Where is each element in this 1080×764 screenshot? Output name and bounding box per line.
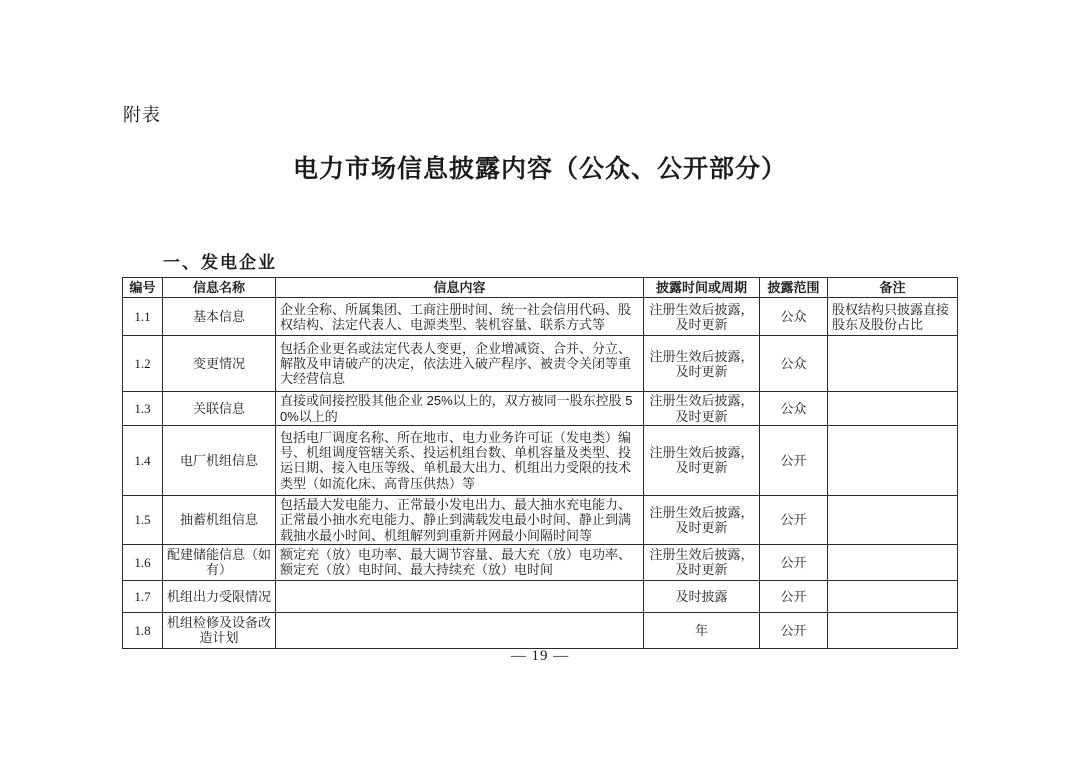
cell-period: 年: [644, 612, 760, 648]
cell-scope: 公开: [760, 612, 828, 648]
cell-period: 注册生效后披露，及时更新: [644, 495, 760, 544]
page-number: — 19 —: [510, 648, 570, 664]
cell-name: 关联信息: [163, 392, 276, 426]
cell-name: 机组检修及设备改造计划: [163, 612, 276, 648]
cell-content: 包括企业更名或法定代表人变更，企业增减资、合并、分立、解散及申请破产的决定，依法进入破产程序、被责令关闭等重大经营信息: [276, 336, 644, 392]
cell-period: 注册生效后披露，及时更新: [644, 544, 760, 580]
disclosure-table: [122, 277, 958, 649]
cell-scope: 公众: [760, 298, 828, 336]
cell-scope: 公众: [760, 336, 828, 392]
cell-name: 配建储能信息（如有）: [163, 544, 276, 580]
cell-scope: 公开: [760, 544, 828, 580]
cell-remark: [828, 612, 958, 648]
cell-remark: [828, 544, 958, 580]
cell-name: 基本信息: [163, 298, 276, 336]
cell-scope: 公众: [760, 392, 828, 426]
cell-id: 1.2: [123, 336, 163, 392]
cell-id: 1.8: [123, 612, 163, 648]
cell-period: 及时披露: [644, 580, 760, 612]
page-title: 电力市场信息披露内容（公众、公开部分）: [292, 155, 787, 183]
appendix-label: 附表: [123, 105, 161, 125]
cell-scope: 公开: [760, 580, 828, 612]
cell-content: [276, 580, 644, 612]
cell-id: 1.4: [123, 425, 163, 495]
cell-period: 注册生效后披露，及时更新: [644, 336, 760, 392]
cell-name: 电厂机组信息: [163, 425, 276, 495]
table-row: [123, 425, 958, 495]
cell-id: 1.7: [123, 580, 163, 612]
cell-id: 1.3: [123, 392, 163, 426]
column-header-scope: 披露范围: [760, 278, 828, 298]
cell-remark: [828, 495, 958, 544]
column-header-content: 信息内容: [276, 278, 644, 298]
cell-scope: 公开: [760, 495, 828, 544]
cell-id: 1.5: [123, 495, 163, 544]
table-row: [123, 336, 958, 392]
cell-content: 企业全称、所属集团、工商注册时间、统一社会信用代码、股权结构、法定代表人、电源类型、装机容量、联系方式等: [276, 298, 644, 336]
table-row: [123, 392, 958, 426]
cell-content: [276, 612, 644, 648]
cell-period: 注册生效后披露，及时更新: [644, 425, 760, 495]
table-row: [123, 612, 958, 648]
cell-name: 抽蓄机组信息: [163, 495, 276, 544]
cell-period: 注册生效后披露，及时更新: [644, 298, 760, 336]
column-header-id: 编号: [123, 278, 163, 298]
cell-remark: [828, 425, 958, 495]
column-header-name: 信息名称: [163, 278, 276, 298]
column-header-remark: 备注: [828, 278, 958, 298]
column-header-period: 披露时间或周期: [644, 278, 760, 298]
table-row: [123, 580, 958, 612]
cell-content: 包括电厂调度名称、所在地市、电力业务许可证（发电类）编号、机组调度管辖关系、投运机组台数、单机容量及类型、投运日期、接入电压等级、单机最大出力、机组出力受限的技术类型（如流化床、高背压供热）等: [276, 425, 644, 495]
cell-content: 包括最大发电能力、正常最小发电出力、最大抽水充电能力、正常最小抽水充电能力、静止到满载发电最小时间、静止到满载抽水最小时间、机组解列到重新并网最小间隔时间等: [276, 495, 644, 544]
cell-remark: [828, 392, 958, 426]
table-header-row: [123, 278, 958, 298]
cell-scope: 公开: [760, 425, 828, 495]
table-row: [123, 544, 958, 580]
cell-content: 额定充（放）电功率、最大调节容量、最大充（放）电功率、额定充（放）电时间、最大持续充（放）电时间: [276, 544, 644, 580]
table-row: [123, 298, 958, 336]
cell-id: 1.1: [123, 298, 163, 336]
cell-id: 1.6: [123, 544, 163, 580]
cell-remark: [828, 336, 958, 392]
section-heading: 一、发电企业: [163, 253, 277, 272]
cell-remark: [828, 580, 958, 612]
cell-content: 直接或间接控股其他企业 25%以上的，双方被同一股东控股 50%以上的: [276, 392, 644, 426]
table-row: [123, 495, 958, 544]
cell-period: 注册生效后披露，及时更新: [644, 392, 760, 426]
cell-name: 变更情况: [163, 336, 276, 392]
cell-remark: 股权结构只披露直接股东及股份占比: [828, 298, 958, 336]
cell-name: 机组出力受限情况: [163, 580, 276, 612]
